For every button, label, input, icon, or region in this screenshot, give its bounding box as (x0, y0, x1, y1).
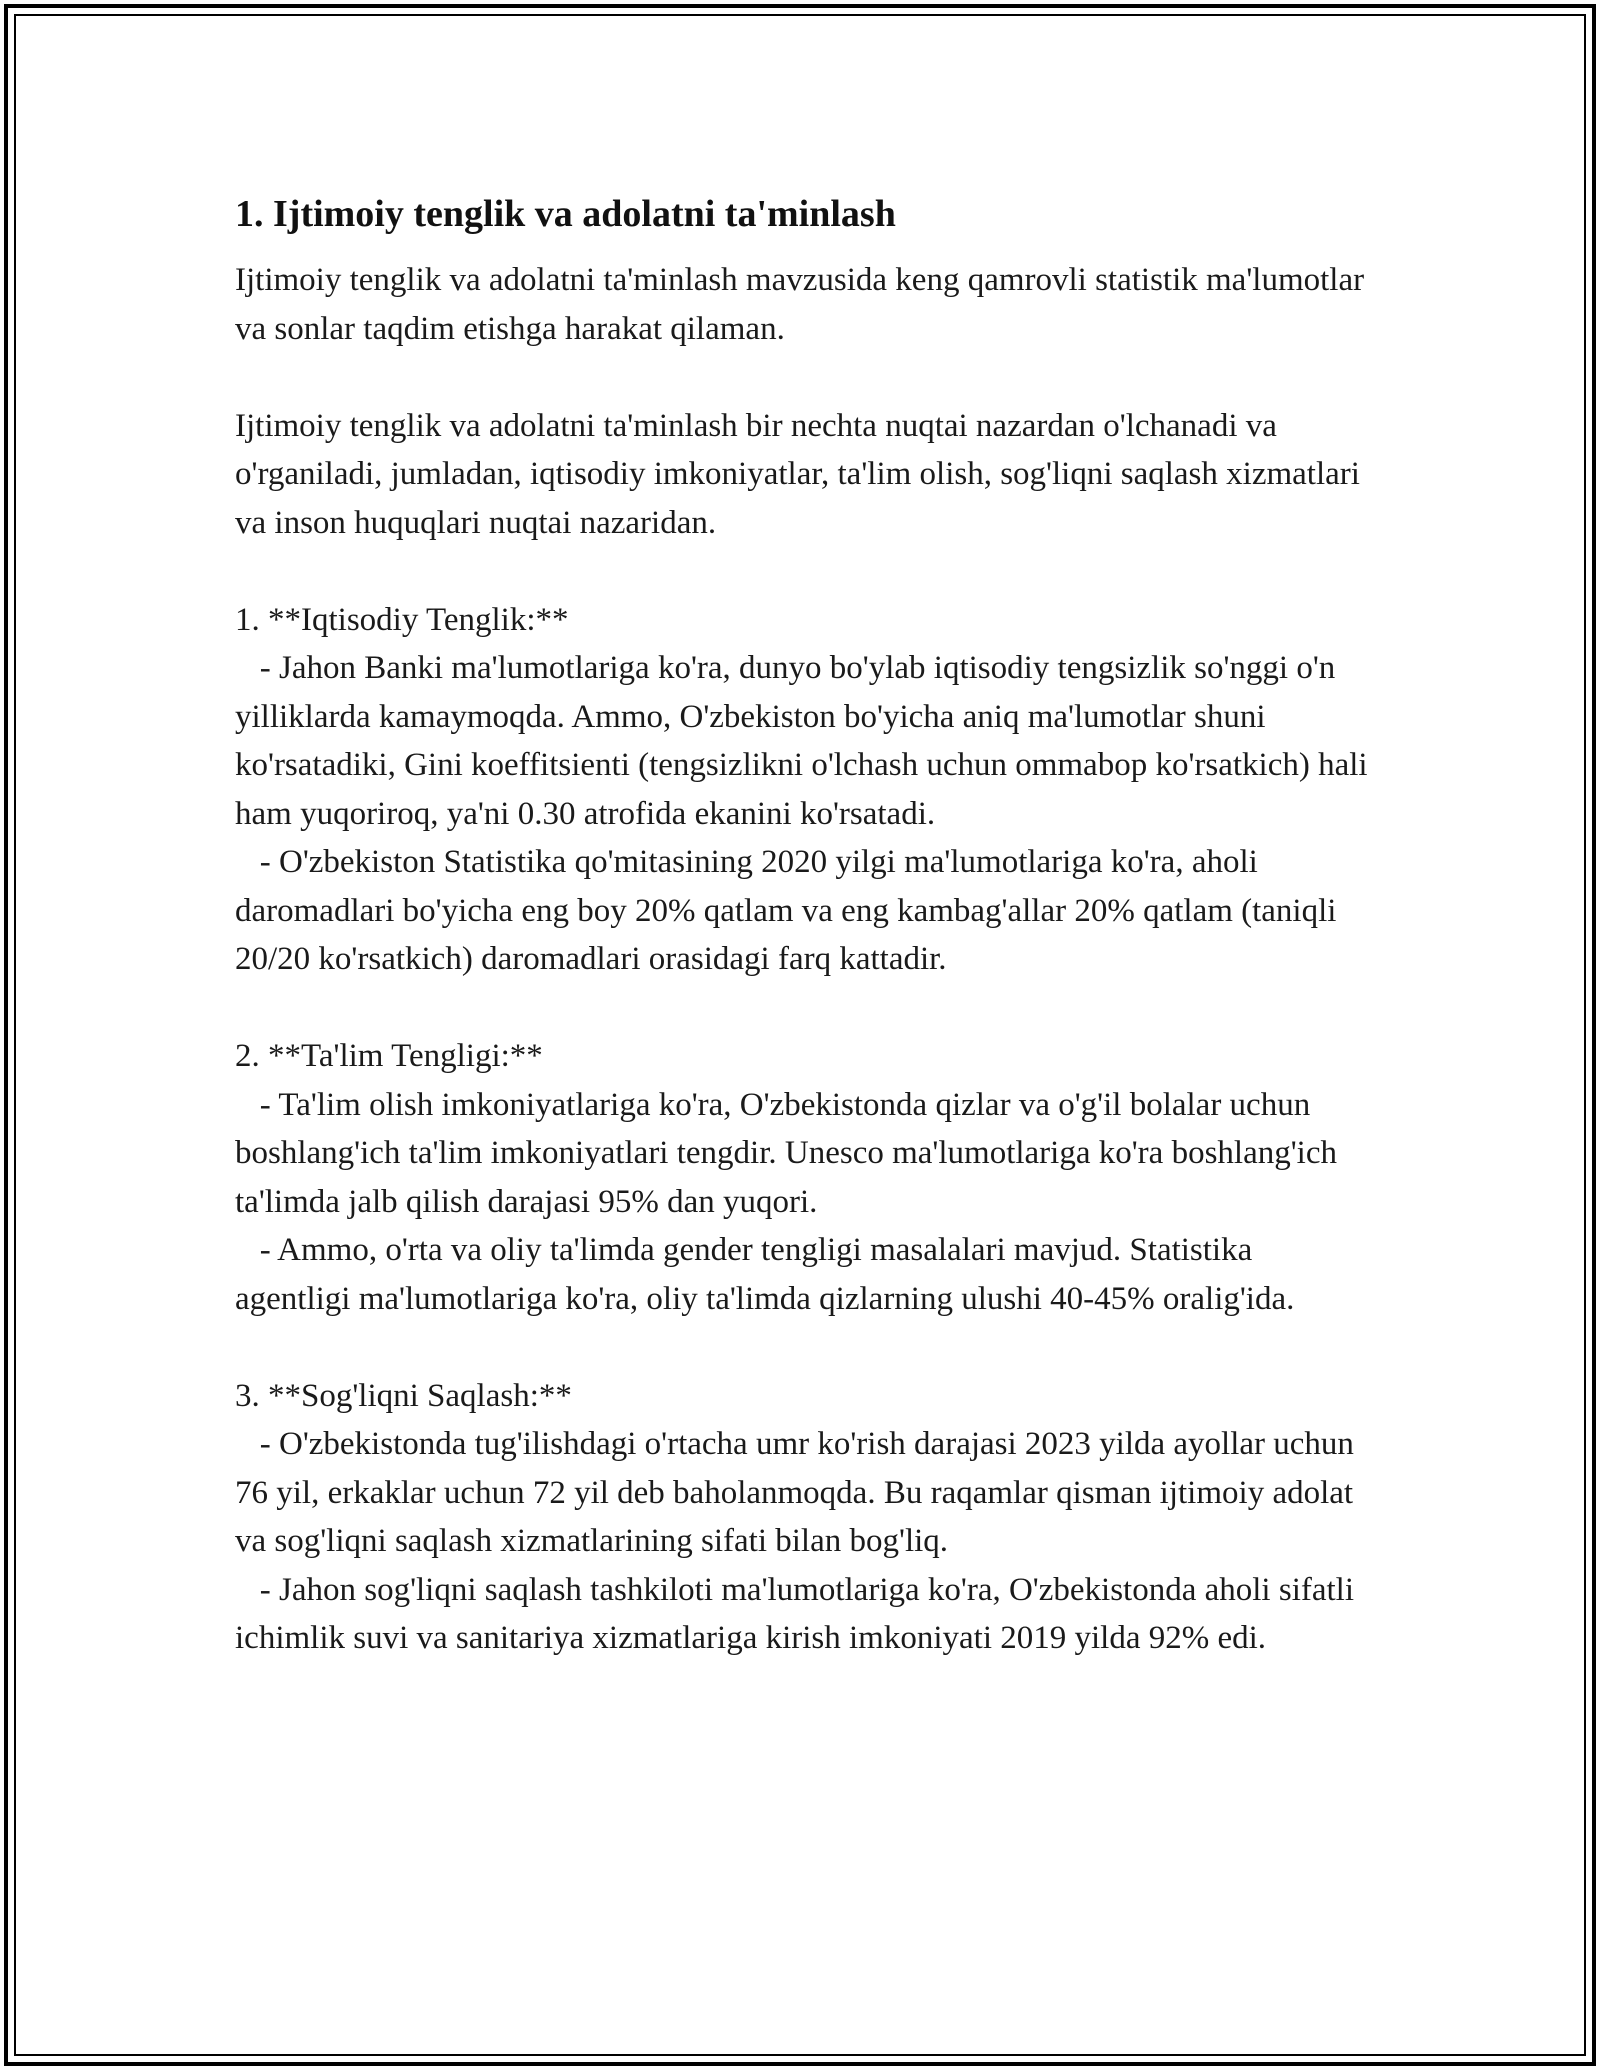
section-point: - Ta'lim olish imkoniyatlariga ko'ra, O'zbekistonda qizlar va o'g'il bolalar uchun boshlang'ich ta'lim imkoniyatlari tengdir. Unesco ma'lumotlariga ko'ra boshlang'ich ta'limda jalb qilish darajasi 95% dan yuqori. (235, 1086, 1346, 1220)
section-point: - O'zbekiston Statistika qo'mitasining 2020 yilgi ma'lumotlariga ko'ra, aholi daromadlari bo'yicha eng boy 20% qatlam va eng kambag'allar 20% qatlam (taniqli 20/20 ko'rsatkich) daromadlari orasidagi farq kattadir. (235, 844, 1345, 977)
section-heading: 1. **Iqtisodiy Tenglik:** (235, 601, 569, 638)
paragraph-gap (235, 1323, 1370, 1372)
section-health (235, 1372, 1370, 1663)
section-economic (235, 596, 1376, 984)
paragraph-gap (235, 353, 1370, 402)
section-point: - Jahon Banki ma'lumotlariga ko'ra, dunyo bo'ylab iqtisodiy tengsizlik so'nggi o'n yilliklarda kamaymoqda. Ammo, O'zbekiston bo'yicha aniq ma'lumotlar shuni ko'rsatadiki, Gini koeffitsienti (tengsizlikni o'lchash uchun ommabop ko'rsatkich) hali ham yuqoriroq, ya'ni 0.30 atrofida ekanini ko'rsatadi. (235, 650, 1376, 832)
document-title: 1. Ijtimoiy tenglik va adolatni ta'minlash (235, 193, 896, 235)
section-point: - Jahon sog'liqni saqlash tashkiloti ma'lumotlariga ko'ra, O'zbekistonda aholi sifatli ichimlik suvi va sanitariya xizmatlariga kirish imkoniyati 2019 yilda 92% edi. (235, 1571, 1363, 1656)
intro-paragraph: Ijtimoiy tenglik va adolatni ta'minlash mavzusida keng qamrovli statistik ma'lumotlar va sonlar taqdim etishga harakat qilaman. (235, 262, 1373, 347)
section-heading: 2. **Ta'lim Tengligi:** (235, 1038, 543, 1074)
section-education (235, 1032, 1370, 1323)
section-point: - Ammo, o'rta va oliy ta'limda gender tengligi masalalari mavjud. Statistika agentligi ma'lumotlariga ko'ra, oliy ta'limda qizlarning ulushi 40-45% oralig'ida. (235, 1232, 1295, 1317)
paragraph-gap (235, 547, 1370, 596)
paragraph-gap (235, 984, 1370, 1033)
document-body (235, 188, 1376, 1663)
overview-paragraph: Ijtimoiy tenglik va adolatni ta'minlash bir nechta nuqtai nazardan o'lchanadi va o'rganiladi, jumladan, iqtisodiy imkoniyatlar, ta'lim olish, sog'liqni saqlash xizmatlari va inson huquqlari nuqtai nazaridan. (235, 407, 1369, 541)
section-point: - O'zbekistonda tug'ilishdagi o'rtacha umr ko'rish darajasi 2023 yilda ayollar uchun 76 yil, erkaklar uchun 72 yil deb baholanmoqda. Bu raqamlar qisman ijtimoiy adolat va sog'liqni saqlash xizmatlarining sifati bilan bog'liq. (235, 1426, 1363, 1559)
section-heading: 3. **Sog'liqni Saqlash:** (235, 1377, 572, 1414)
